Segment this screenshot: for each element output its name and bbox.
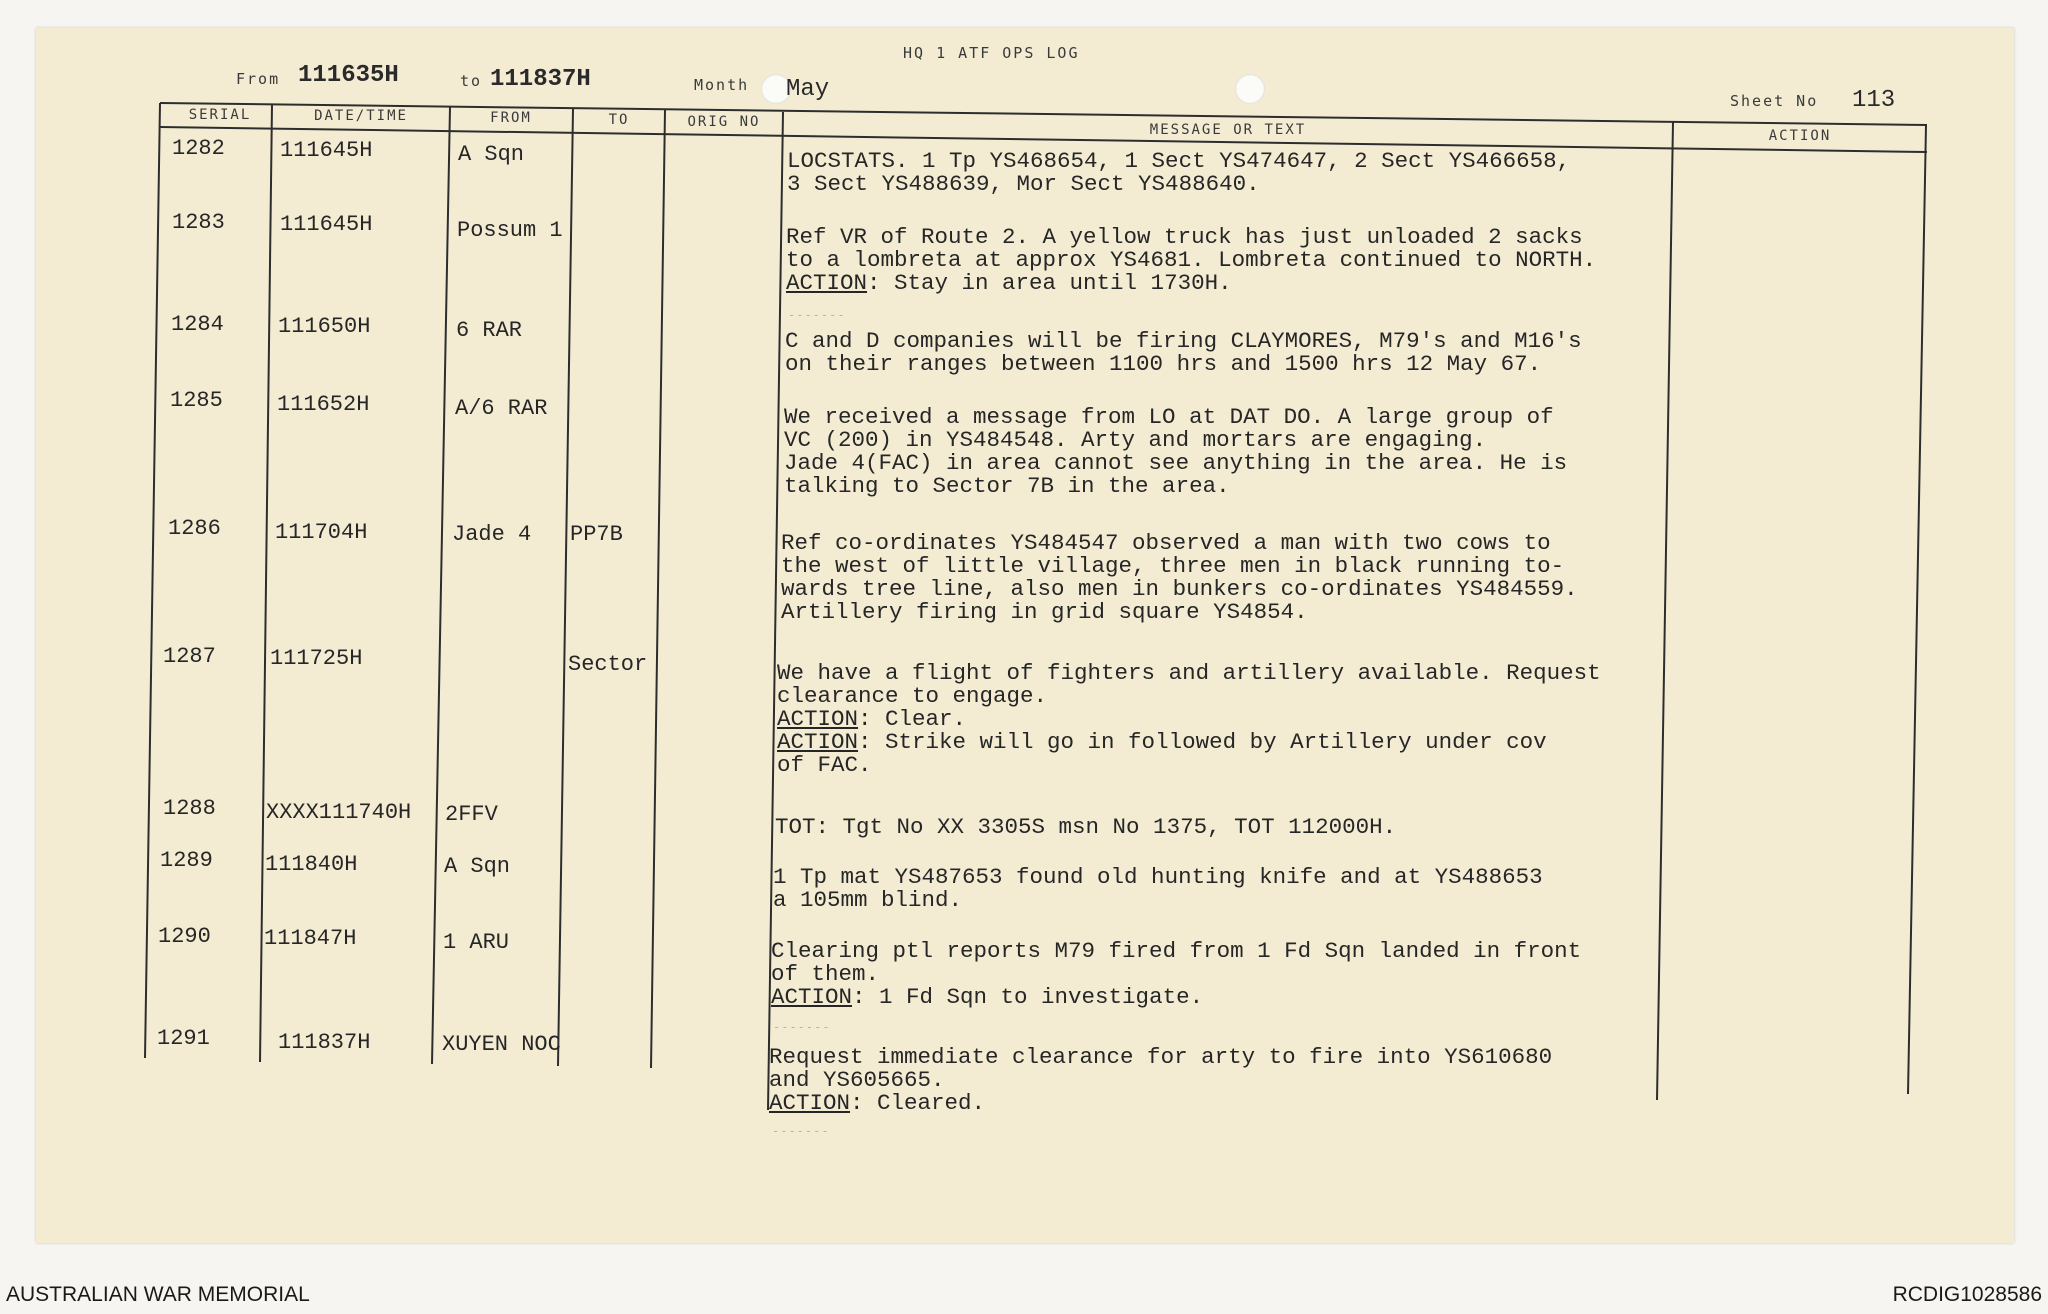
action-text: : 1 Fd Sqn to investigate. — [852, 984, 1204, 1010]
from-1288: 2FFV — [445, 802, 498, 827]
message-line — [771, 986, 1671, 1009]
message-line: clearance to engage. — [777, 683, 1048, 709]
message-line: of FAC. — [777, 752, 872, 778]
to-1287: Sector — [568, 652, 648, 677]
serial-1284: 1284 — [171, 312, 224, 337]
serial-1282: 1282 — [172, 136, 225, 161]
message-line: Clearing ptl reports M79 fired from 1 Fd Sqn landed in front — [771, 938, 1582, 964]
datetime-1287: 111725H — [270, 646, 363, 671]
message-line: VC (200) in YS484548. Arty and mortars are engaging. — [784, 427, 1487, 453]
message-line: a 105mm blind. — [773, 887, 963, 913]
action-label: ACTION — [777, 706, 859, 732]
message-line: 1 Tp mat YS487653 found old hunting knife and at YS488653 — [773, 864, 1543, 890]
message-1283 — [786, 226, 1686, 295]
message-1284 — [785, 330, 1685, 376]
message-1291 — [769, 1046, 1669, 1115]
message-1288 — [775, 816, 1675, 839]
datetime-1288: XXXX111740H — [266, 800, 412, 825]
message-line — [786, 272, 1686, 295]
month-value: May — [786, 76, 830, 103]
col-header-message: MESSAGE OR TEXT — [1149, 122, 1307, 138]
message-line: 3 Sect YS488639, Mor Sect YS488640. — [787, 171, 1260, 197]
datetime-1286: 111704H — [275, 520, 368, 545]
action-label: ACTION — [786, 270, 868, 296]
separator-dash: ------- — [788, 308, 846, 322]
punch-hole-right — [1235, 74, 1265, 104]
message-1287 — [777, 662, 1677, 777]
serial-1291: 1291 — [157, 1026, 210, 1051]
serial-1289: 1289 — [160, 848, 213, 873]
message-line: Ref VR of Route 2. A yellow truck has just unloaded 2 sacks — [786, 224, 1583, 250]
from-label: From — [236, 70, 281, 88]
to-1286: PP7B — [570, 522, 623, 547]
message-line: Jade 4(FAC) in area cannot see anything in the area. He is — [784, 450, 1568, 476]
datetime-1283: 111645H — [280, 212, 373, 237]
message-line: to a lombreta at approx YS4681. Lombreta continued to NORTH. — [786, 247, 1597, 273]
col-header-serial: SERIAL — [188, 107, 252, 123]
serial-1287: 1287 — [163, 644, 216, 669]
message-line: C and D companies will be firing CLAYMORES, M79's and M16's — [785, 328, 1582, 354]
from-1282: A Sqn — [458, 142, 525, 167]
month-label: Month — [694, 76, 750, 94]
message-line: Ref co-ordinates YS484547 observed a man with two cows to — [781, 530, 1551, 556]
message-1286 — [781, 532, 1681, 624]
col-header-datetime: DATE/TIME — [314, 108, 408, 124]
col-header-from: FROM — [490, 110, 532, 126]
serial-1285: 1285 — [170, 388, 223, 413]
datetime-1285: 111652H — [277, 392, 370, 417]
datetime-1289: 111840H — [265, 852, 358, 877]
separator-dash: ------- — [772, 1124, 830, 1138]
message-line: wards tree line, also men in bunkers co-ordinates YS484559. — [781, 576, 1578, 602]
separator-dash: ------- — [773, 1020, 831, 1034]
from-1285: A/6 RAR — [455, 396, 548, 421]
message-line: the west of little village, three men in black running to- — [781, 553, 1565, 579]
from-1291: XUYEN NOC — [442, 1032, 561, 1057]
serial-1288: 1288 — [163, 796, 216, 821]
message-1290 — [771, 940, 1671, 1009]
from-value: 111635H — [298, 62, 399, 89]
message-line — [769, 1092, 1669, 1115]
item-id-caption: RCDIG1028586 — [1892, 1283, 2042, 1306]
action-text: : Clear. — [858, 706, 967, 732]
archive-caption: AUSTRALIAN WAR MEMORIAL — [6, 1283, 310, 1306]
col-header-action: ACTION — [1768, 128, 1832, 144]
message-line: LOCSTATS. 1 Tp YS468654, 1 Sect YS474647, 2 Sect YS466658, — [787, 148, 1571, 174]
action-text: : Cleared. — [850, 1090, 986, 1116]
datetime-1291: 111837H — [278, 1030, 371, 1055]
col-header-to: TO — [608, 112, 630, 128]
log-title: HQ 1 ATF OPS LOG — [903, 44, 1080, 62]
message-line: on their ranges between 1100 hrs and 1500 hrs 12 May 67. — [785, 351, 1542, 377]
serial-1286: 1286 — [168, 516, 221, 541]
message-line: talking to Sector 7B in the area. — [784, 473, 1230, 499]
action-text: : Stay in area until 1730H. — [867, 270, 1232, 296]
action-label: ACTION — [771, 984, 853, 1010]
from-1290: 1 ARU — [443, 930, 510, 955]
message-line: We have a flight of fighters and artillery available. Request — [777, 660, 1601, 686]
message-line: We received a message from LO at DAT DO. A large group of — [784, 404, 1554, 430]
datetime-1284: 111650H — [278, 314, 371, 339]
sheet-value: 113 — [1852, 87, 1896, 114]
datetime-1282: 111645H — [280, 138, 373, 163]
serial-1283: 1283 — [172, 210, 225, 235]
from-1286: Jade 4 — [452, 522, 532, 547]
serial-1290: 1290 — [158, 924, 211, 949]
action-label: ACTION — [777, 729, 859, 755]
message-1285 — [784, 406, 1684, 498]
from-1284: 6 RAR — [456, 318, 523, 343]
message-1289 — [773, 866, 1673, 912]
sheet-label: Sheet No — [1730, 92, 1819, 110]
message-line — [777, 708, 1677, 731]
action-text: : Strike will go in followed by Artillery under cov — [858, 729, 1547, 755]
to-value: 111837H — [490, 66, 591, 93]
message-1282 — [787, 150, 1687, 196]
datetime-1290: 111847H — [264, 926, 357, 951]
message-line: Request immediate clearance for arty to fire into YS610680 — [769, 1044, 1553, 1070]
from-1289: A Sqn — [444, 854, 511, 879]
message-line: of them. — [771, 961, 880, 987]
message-line: TOT: Tgt No XX 3305S msn No 1375, TOT 112000H. — [775, 814, 1397, 840]
col-header-orig-no: ORIG NO — [687, 114, 761, 130]
from-1283: Possum 1 — [457, 218, 563, 243]
message-line: and YS605665. — [769, 1067, 945, 1093]
to-label: to — [460, 72, 483, 90]
action-label: ACTION — [769, 1090, 851, 1116]
message-line: Artillery firing in grid square YS4854. — [781, 599, 1308, 625]
message-line — [777, 731, 1677, 754]
